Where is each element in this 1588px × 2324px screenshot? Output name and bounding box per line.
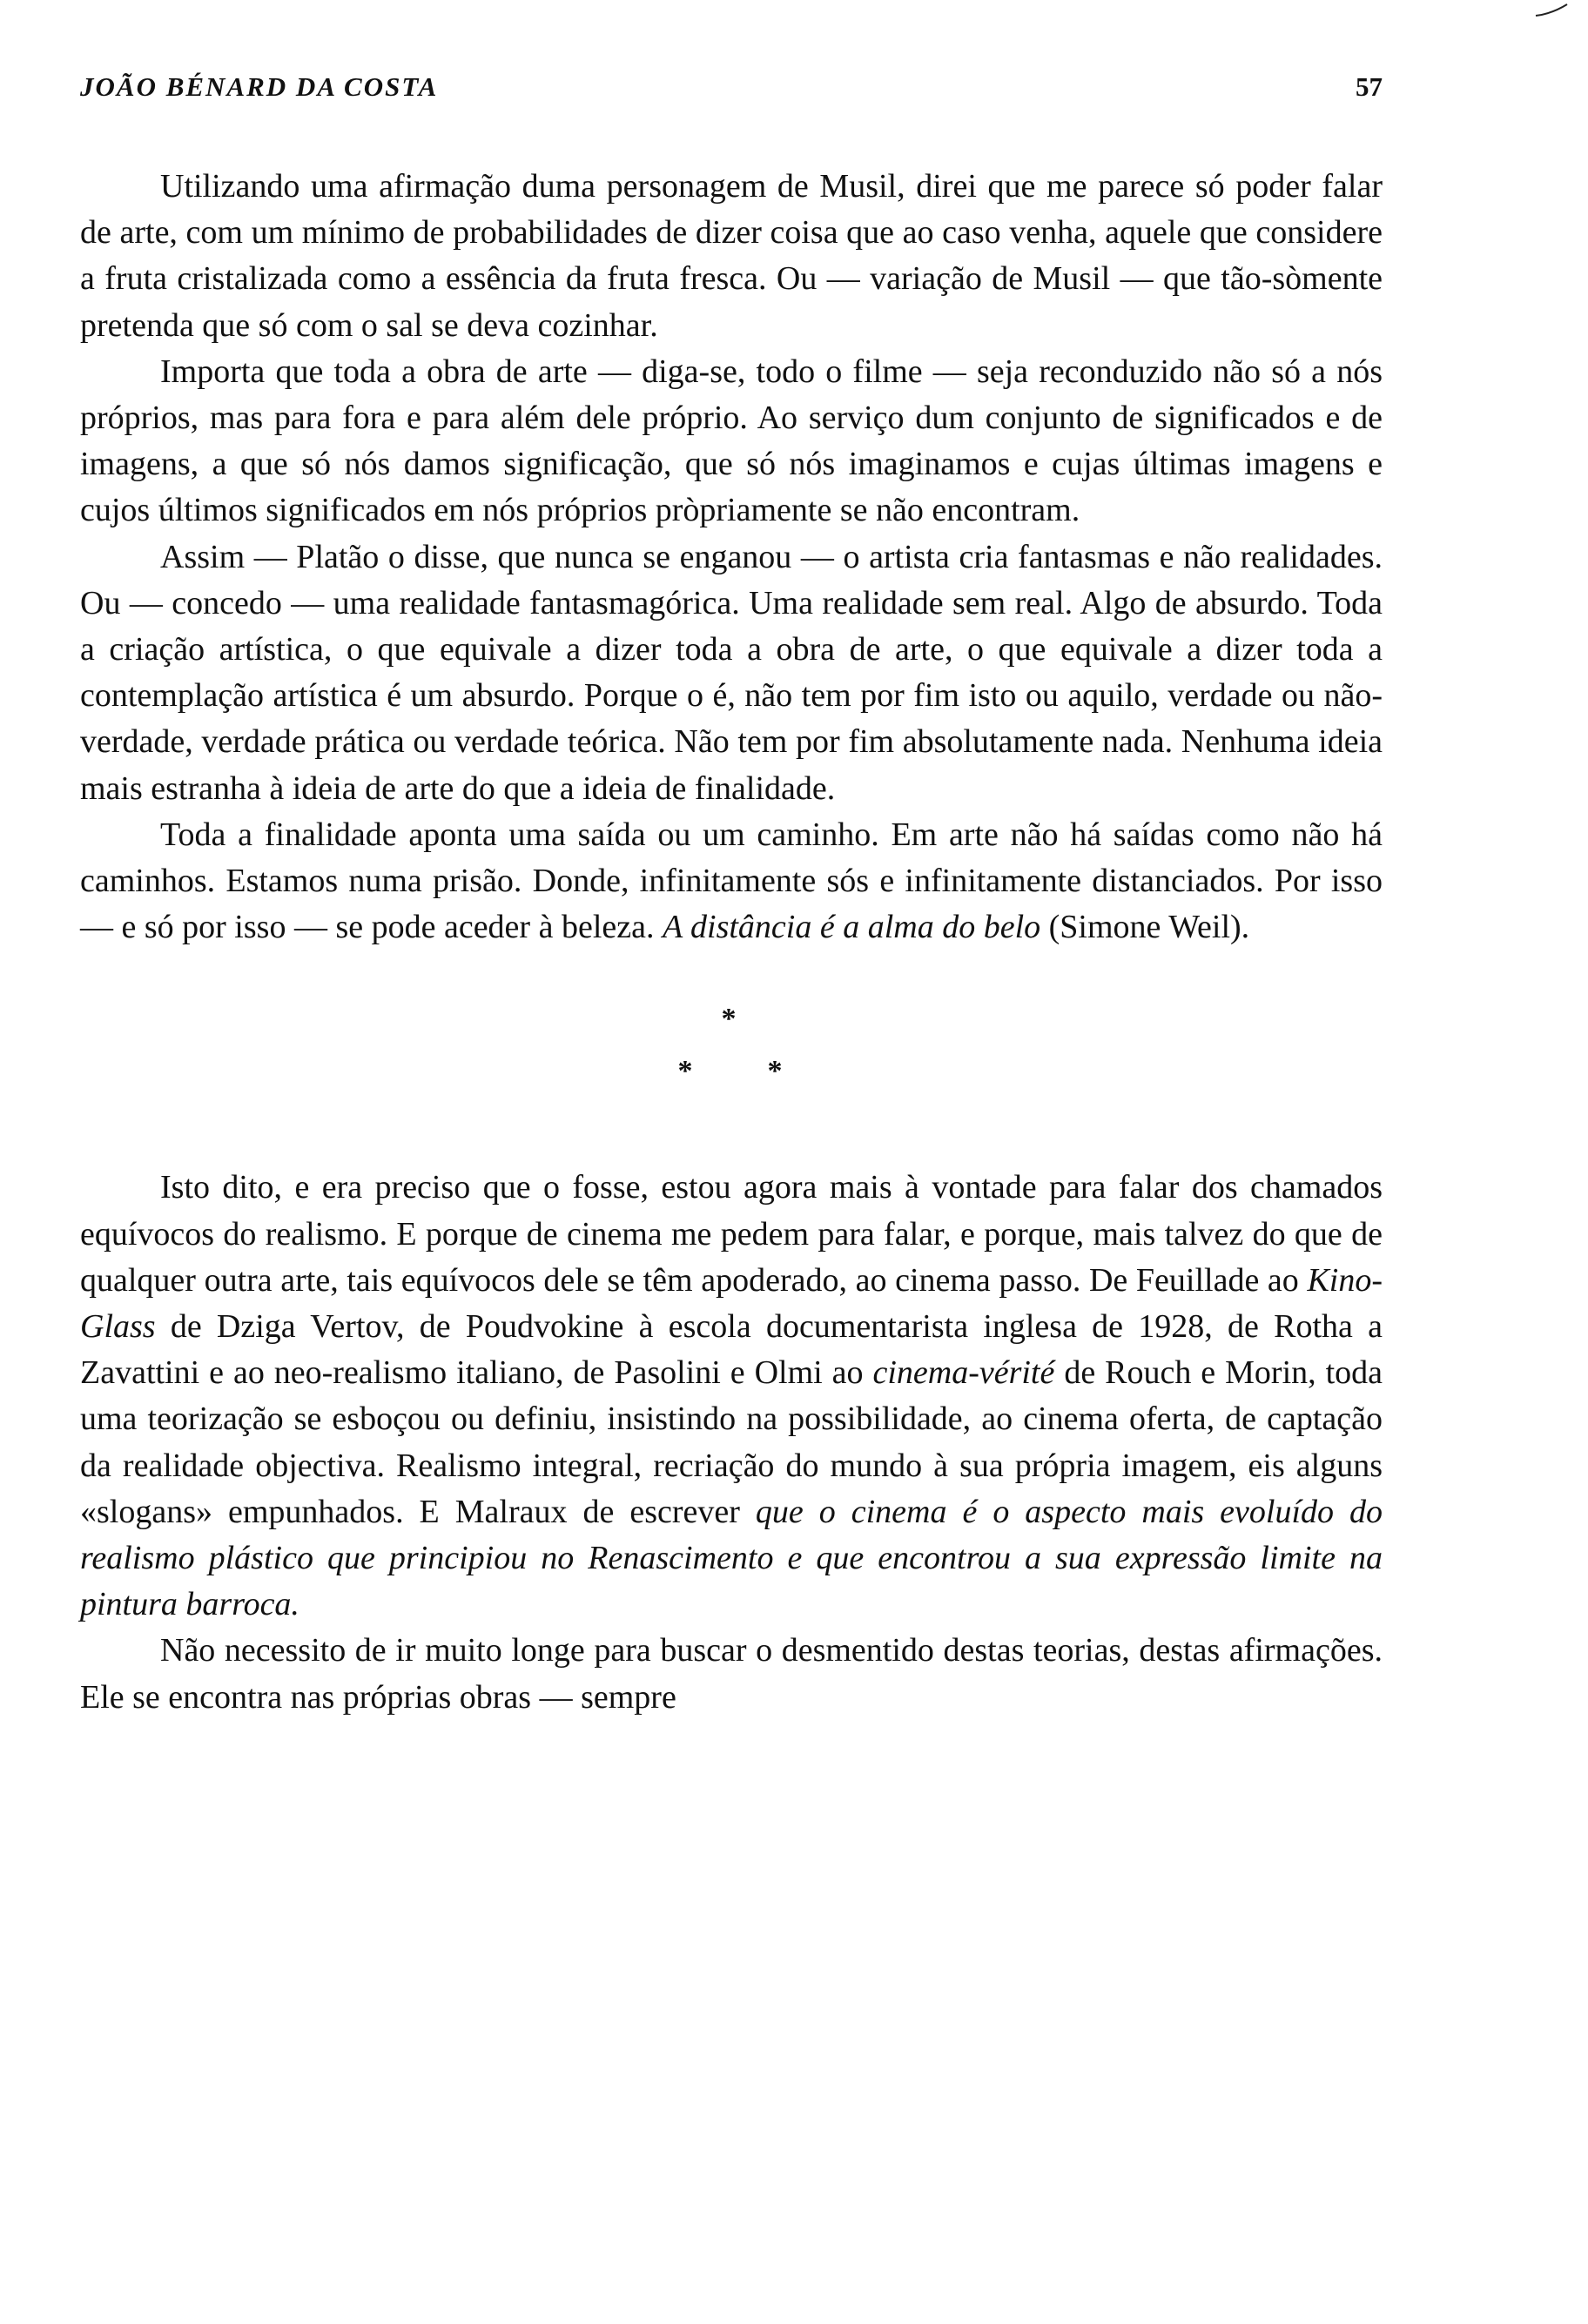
text-run: Importa que toda a obra de arte — diga-se, todo o filme — seja reconduzido não só a nós próprios, mas para fora e para além dele próprio. Ao serviço dum conjunto de significados e de imagens, a que só nós damos significação, que só nós imaginamos e cujas últimas imagens e cujos últimos significados em nós próprios pròpriamente se não encontram. (80, 353, 1383, 529)
text-run: Toda a finalidade aponta uma saída ou um caminho. Em arte não há saídas como não há caminhos. Estamos numa prisão. Donde, infinitamente sós e infinitamente distanciados. Por isso — e só por isso — se pode aceder à beleza. (80, 816, 1383, 946)
paragraph (80, 349, 1383, 534)
section-break-star-right: * (767, 1055, 783, 1088)
italic-text: A distância é a alma do belo (662, 909, 1041, 946)
book-page (80, 71, 1383, 1721)
section-break-star-left: * (677, 1055, 693, 1088)
paragraph (80, 812, 1383, 951)
body-text-after-break (80, 1165, 1383, 1720)
page-number: 57 (1356, 71, 1383, 102)
running-title: JOÃO BÉNARD DA COSTA (80, 71, 439, 102)
paragraph (80, 164, 1383, 349)
section-break (80, 970, 1383, 1152)
text-run: Assim — Platão o disse, que nunca se enganou — o artista cria fantasmas e não realidades. Ou — concedo — uma realidade fantasmagórica. Uma realidade sem real. Algo de absurdo. Toda a criação artística, o que equivale a dizer toda a obra de arte, o que equivale a dizer toda a contemplação artística é um absurdo. Porque o é, não tem por fim isto ou aquilo, verdade ou não-verdade, verdade prática ou verdade teórica. Não tem por fim absolutamente nada. Nenhuma ideia mais estranha à ideia de arte do que a ideia de finalidade. (80, 538, 1383, 807)
running-head (80, 71, 1383, 110)
text-run: (Simone Weil). (1040, 909, 1250, 946)
paragraph (80, 534, 1383, 812)
section-break-star-top: * (721, 1003, 737, 1036)
text-run: Utilizando uma afirmação duma personagem de Musil, direi que me parece só poder falar de arte, com um mínimo de probabilidades de dizer coisa que ao caso venha, aquele que considere a fruta cristalizada como a essência da fruta fresca. Ou — variação de Musil — que tão-sòmente pretenda que só com o sal se deva cozinhar. (80, 168, 1383, 344)
text-run: Não necessito de ir muito longe para buscar o desmentido destas teorias, destas afirmações. Ele se encontra nas próprias obras — sempre (80, 1632, 1383, 1716)
italic-text: Kino-Glass (80, 1261, 1383, 1346)
text-run: Isto dito, e era preciso que o fosse, estou agora mais à vontade para falar dos chamados equívocos do realismo. E porque de cinema me pedem para falar, e porque, mais talvez do que de qualquer outra arte, tais equívocos dele se têm apoderado, ao cinema passo. De Feuillade ao (80, 1169, 1383, 1299)
italic-text: que o cinema é o aspecto mais evoluído do realismo plástico que principiou no Renascimento e que encontrou a sua expressão limite na pintura barroca. (80, 1493, 1383, 1623)
text-run: de Dziga Vertov, de Poudvokine à escola documentarista inglesa de 1928, de Rotha a Zavattini e ao neo-realismo italiano, de Pasolini e Olmi ao (80, 1308, 1383, 1392)
text-run: de Rouch e Morin, toda uma teorização se esboçou ou definiu, insistindo na possibilidade, ao cinema oferta, de captação da realidade objectiva. Realismo integral, recriação do mundo à sua própria imagem, eis alguns «slogans» empunhados. E Malraux de escrever (80, 1354, 1383, 1530)
paragraph (80, 1628, 1383, 1720)
paragraph (80, 1165, 1383, 1628)
scan-mark (1534, 2, 1569, 19)
body-text-before-break (80, 164, 1383, 950)
italic-text: cinema-vérité (872, 1354, 1055, 1392)
